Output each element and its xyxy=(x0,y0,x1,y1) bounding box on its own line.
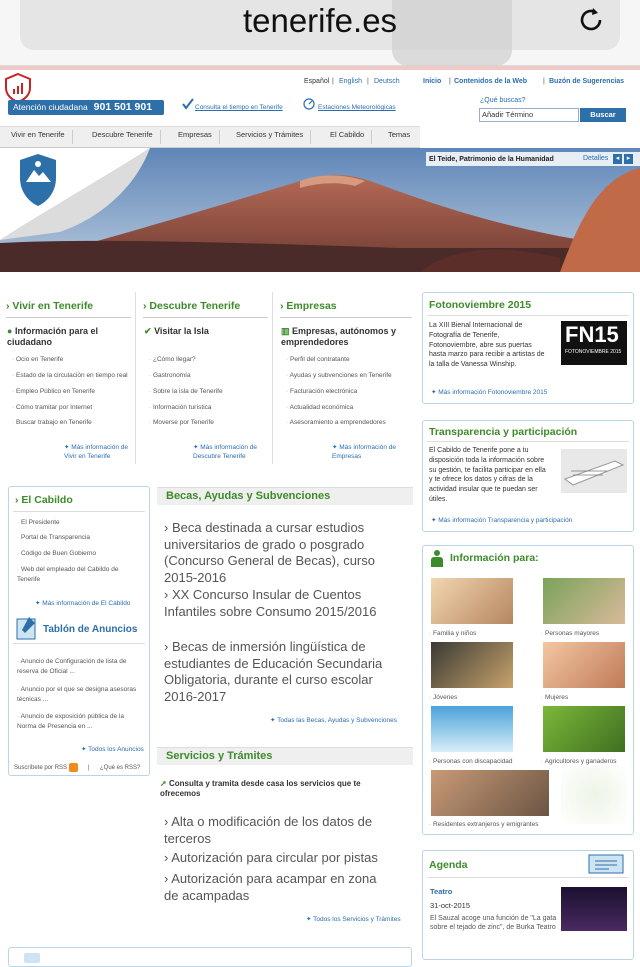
becas-item[interactable]: › XX Concurso Insular de Cuentos Infantiles sobre Consumo 2015/2016 xyxy=(164,587,377,619)
cursor-icon: ➚ xyxy=(160,779,167,788)
servicio-item[interactable]: › Autorización para acampar en zona de acampadas xyxy=(164,871,377,903)
more-link[interactable]: ✦ Más información de Vivir en Tenerife xyxy=(64,444,128,460)
bottom-box xyxy=(8,947,412,967)
list-item[interactable]: · Facturación electrónica xyxy=(286,388,357,395)
link-contenidos[interactable]: Contenidos de la Web xyxy=(454,78,527,85)
becas-title[interactable]: Becas, Ayudas y Subvenciones xyxy=(157,487,413,505)
mujeres-photo[interactable] xyxy=(543,642,625,688)
photo-label[interactable]: · Personas mayores xyxy=(541,630,599,637)
search-input[interactable]: Añadir Término xyxy=(479,108,579,122)
people-icon xyxy=(431,550,443,568)
box-text: La XIII Bienal Internacional de Fotografía de Tenerife, Fotonoviembre, abre sus puertas hasta marzo para recibir a artistas de la talla de Vanessa Winship. xyxy=(429,322,545,369)
nav-descubre[interactable]: Descubre Tenerife xyxy=(85,130,161,144)
box-title[interactable]: Transparencia y participación xyxy=(429,426,578,438)
list-item[interactable]: · Web del empleado del Cabildo de Tenerife xyxy=(17,565,141,585)
three-columns xyxy=(0,292,420,464)
photo-label[interactable]: · Residentes extranjeros y emigrantes xyxy=(429,821,538,828)
atencion-ciudadana[interactable]: Atención ciudadana 901 501 901 xyxy=(8,100,164,115)
agenda-text[interactable]: El Sauzal acoge una función de "La gata sobre el tejado de zinc", de Burka Teatro xyxy=(430,915,557,931)
photo-label[interactable]: · Mujeres xyxy=(541,694,568,701)
col-subtitle: Visitar la Isla xyxy=(154,326,209,336)
url-text[interactable]: tenerife.es xyxy=(242,2,398,39)
progress-strip xyxy=(0,66,640,70)
hero-caption: El Teide, Patrimonio de la Humanidad xyxy=(429,156,554,163)
more-link[interactable]: ✦ Todas las Becas, Ayudas y Subvenciones xyxy=(270,717,397,724)
hero-banner[interactable] xyxy=(0,148,640,272)
discapacidad-photo[interactable] xyxy=(431,706,513,752)
list-item[interactable]: · Código de Buen Gobierno xyxy=(17,550,96,557)
tablon-title[interactable]: Tablón de Anuncios xyxy=(43,624,138,635)
tablon-icon xyxy=(15,615,39,641)
list-item[interactable]: · Empleo Público en Tenerife xyxy=(12,388,95,395)
weather-link[interactable]: Consulta el tiempo en Tenerife xyxy=(195,104,283,111)
list-item[interactable]: · Perfil del contratante xyxy=(286,356,350,363)
becas-item[interactable]: › Beca destinada a cursar estudios universitarios de grado o posgrado (Concurso General de Becas), curso 2015-2016 xyxy=(164,520,375,585)
photo-label[interactable]: · Agricultores y ganaderos xyxy=(541,758,617,765)
agricultores-photo[interactable] xyxy=(543,706,625,752)
lang-de[interactable]: Deutsch xyxy=(374,78,400,85)
nav-empresas[interactable]: Empresas xyxy=(171,130,220,144)
list-item[interactable]: · Anuncio de exposición pública de la Norma de Presencia en ... xyxy=(17,712,141,732)
box-title: Información para: xyxy=(450,552,539,564)
box-title: El Cabildo xyxy=(21,494,73,506)
list-item[interactable]: · El Presidente xyxy=(17,519,60,526)
list-item[interactable]: · Buscar trabajo en Tenerife xyxy=(12,419,92,426)
transparencia-box xyxy=(422,420,634,532)
list-item[interactable]: · Sobre la isla de Tenerife xyxy=(149,388,223,395)
more-link[interactable]: ✦ Más información Transparencia y participación xyxy=(431,517,573,524)
bottom-icon xyxy=(24,953,40,963)
search-button[interactable]: Buscar xyxy=(580,108,626,122)
mayores-photo[interactable] xyxy=(543,578,625,624)
lang-es[interactable]: Español xyxy=(304,78,330,85)
document-image[interactable] xyxy=(561,449,627,493)
col-subtitle: Información para el ciudadano xyxy=(7,326,98,347)
search-label: ¿Qué buscas? xyxy=(480,97,526,104)
list-item[interactable]: · Ayudas y subvenciones en Tenerife xyxy=(286,372,392,379)
check-icon: ✔ xyxy=(144,326,152,336)
phone-number: 901 501 901 xyxy=(93,101,153,113)
rss-icon[interactable] xyxy=(69,763,78,772)
hero-details-link[interactable]: Detalles xyxy=(583,155,609,162)
more-link[interactable]: ✦ Todos los Servicios y Trámites xyxy=(306,916,401,923)
agenda-date: 31-oct-2015 xyxy=(430,901,471,910)
reload-icon[interactable] xyxy=(576,5,606,35)
familia-photo[interactable] xyxy=(431,578,513,624)
col-title: Descubre Tenerife xyxy=(149,300,241,312)
list-item[interactable]: · Ocio en Tenerife xyxy=(12,356,63,363)
list-item[interactable]: · Asesoramiento a emprendedores xyxy=(286,419,386,426)
servicio-item[interactable]: › Alta o modificación de los datos de terceros xyxy=(164,814,373,846)
nav-vivir[interactable]: Vivir en Tenerife xyxy=(4,130,73,144)
stations-link[interactable]: Estaciones Meteorológicas xyxy=(318,104,396,111)
photo-label[interactable]: · Jóvenes xyxy=(429,694,457,701)
nav-temas[interactable]: Temas xyxy=(388,130,411,139)
more-link[interactable]: ✦ Más información de El Cabildo xyxy=(35,600,131,607)
list-item[interactable]: · Información turística xyxy=(149,404,212,411)
theater-photo[interactable] xyxy=(561,887,627,931)
box-title[interactable]: Agenda xyxy=(429,859,468,871)
check-icon xyxy=(182,98,194,110)
col-descubre: › Descubre Tenerife ✔ Visitar la Isla · ¿Cómo llegar? · Gastronomía · Sobre la isla de Tenerife · Información turística · Moverse por Tenerife ✦ Más información de Descubre Tenerife xyxy=(141,292,273,464)
list-item[interactable]: · Anuncio de Configuración de lista de reserva de Oficial ... xyxy=(17,657,141,677)
fn15-logo[interactable]: FN15 FOTONOVIEMBRE 2015 xyxy=(561,321,627,365)
next-arrow-icon[interactable]: ▸ xyxy=(624,154,633,164)
col-subtitle: Empresas, autónomos y emprendedores xyxy=(281,326,397,347)
list-item[interactable]: · Actualidad económica xyxy=(286,404,353,411)
prev-arrow-icon[interactable]: ◂ xyxy=(613,154,622,164)
agenda-box xyxy=(422,850,634,960)
servicio-item[interactable]: › Autorización para circular por pistas xyxy=(164,850,378,865)
list-item[interactable]: · Estado de la circulación en tiempo real xyxy=(12,372,128,379)
agenda-category[interactable]: Teatro xyxy=(430,887,453,896)
more-link[interactable]: ✦ Más información de Empresas xyxy=(332,444,396,460)
col-title: Empresas xyxy=(286,300,337,312)
col-title: Vivir en Tenerife xyxy=(12,300,94,312)
photo-label[interactable]: · Personas con discapacidad xyxy=(429,758,512,765)
nav-servicios[interactable]: Servicios y Trámites xyxy=(229,130,311,144)
photo-label[interactable]: · Familia y niños xyxy=(429,630,476,637)
link-buzon[interactable]: Buzón de Sugerencias xyxy=(549,78,625,85)
rss-help-link[interactable]: ¿Qué es RSS? xyxy=(100,765,141,771)
lang-en[interactable]: English xyxy=(339,78,362,85)
fotonoviembre-box xyxy=(422,292,634,404)
servicios-intro: ➚ Consulta y tramita desde casa los servicios que te ofrecemos xyxy=(160,779,361,798)
cabildo-box: › El Cabildo · El Presidente · Portal de Transparencia · Código de Buen Gobierno · Web del empleado del Cabildo de Tenerife ✦ Más información de El Cabildo Tablón de Anuncios · Anuncio de Configuración de lista de reserva de Oficial ... · Anuncio por el que se designa asesoras técnicas ... · Anuncio de exposición pública de la Norma de Presencia en ... ✦ Todos los Anuncios xyxy=(8,486,150,776)
more-link[interactable]: ✦ Todos los Anuncios xyxy=(81,746,144,753)
link-inicio[interactable]: Inicio xyxy=(423,78,442,85)
list-item[interactable]: · Anuncio por el que se designa asesoras técnicas ... xyxy=(17,685,141,705)
residentes-photo[interactable] xyxy=(431,770,549,816)
chart-icon: ▥ xyxy=(281,326,290,336)
infopara-box xyxy=(422,545,634,835)
teide-image xyxy=(0,148,640,272)
list-item[interactable]: · Cómo tramitar por Internet xyxy=(12,404,92,411)
box-title[interactable]: Fotonoviembre 2015 xyxy=(429,299,532,311)
cabildo-logo-icon xyxy=(14,152,62,210)
gauge-icon xyxy=(303,98,315,110)
list-item[interactable]: · ¿Cómo llegar? xyxy=(149,356,196,363)
more-link[interactable]: ✦ Más información Fotonoviembre 2015 xyxy=(431,389,548,396)
jovenes-photo[interactable] xyxy=(431,642,513,688)
box-text: El Cabildo de Tenerife pone a tu disposición toda la información sobre su gestión, te facilita participar en ella y te ofrece los datos y cifras de la actividad insular que te puedan ser útiles. xyxy=(429,447,546,503)
list-item[interactable]: · Moverse por Tenerife xyxy=(149,419,214,426)
more-link[interactable]: ✦ Más información de Descubre Tenerife xyxy=(193,444,257,460)
rss-link[interactable]: Suscríbete por RSS xyxy=(14,765,68,771)
col-empresas: › Empresas ▥ Empresas, autónomos y emprendedores · Perfil del contratante · Ayudas y subvenciones en Tenerife · Facturación electrónica · Actualidad económica · Asesoramiento a emprendedores ✦ Más información de Empresas xyxy=(278,292,416,464)
calendar-icon xyxy=(585,853,627,875)
nav-cabildo[interactable]: El Cabildo xyxy=(323,130,372,144)
servicios-title[interactable]: Servicios y Trámites xyxy=(157,747,413,765)
becas-item[interactable]: › Becas de inmersión lingüística de estudiantes de Educación Secundaria Obligatoria, durante el curso escolar 2016-2017 xyxy=(164,639,383,704)
list-item[interactable]: · Gastronomía xyxy=(149,372,191,379)
watermark-figures xyxy=(561,766,627,824)
list-item[interactable]: · Portal de Transparencia xyxy=(17,534,90,541)
info-icon: ● xyxy=(7,326,13,336)
col-vivir: › Vivir en Tenerife ● Información para el ciudadano · Ocio en Tenerife · Estado de la circulación en tiempo real · Empleo Público en Tenerife · Cómo tramitar por Internet · Buscar trabajo en Tenerife ✦ Más información de Vivir en Tenerife xyxy=(4,292,136,464)
